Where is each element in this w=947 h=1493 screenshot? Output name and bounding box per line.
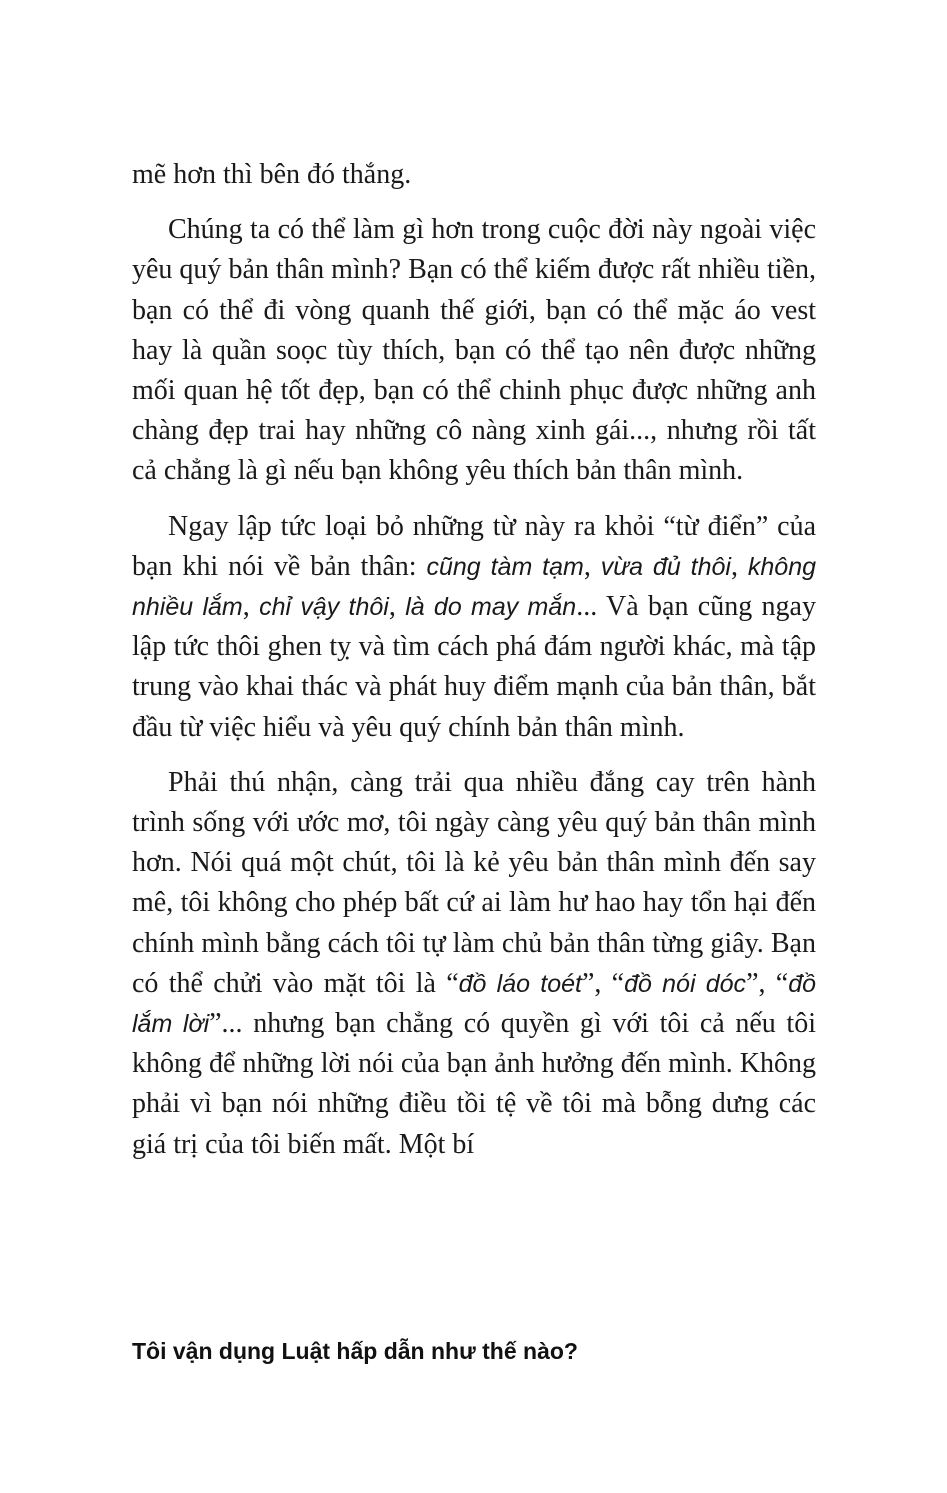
page-body [132,155,816,1180]
italic-phrase: đồ láo toét [458,969,582,998]
separator: ”, “ [581,967,625,999]
separator: , [242,591,260,623]
italic-phrase: chỉ vậy thôi [259,593,389,622]
italic-phrase: đồ nói dóc [624,969,747,998]
running-footer-title: Tôi vận dụng Luật hấp dẫn như thế nào? [132,1338,578,1364]
italic-phrase: đồ lắm lời [132,969,817,1039]
separator: , [730,550,748,582]
text-run: Ngay lập tức loại bỏ những từ này ra khỏi “từ điển” của bạn khi nói về bản thân: [132,510,816,582]
italic-phrase: là do may mắn [405,593,577,622]
italic-phrase: không nhiều lắm [132,552,817,622]
separator: , [583,550,601,582]
separator: , [388,591,406,623]
paragraph-1: mẽ hơn thì bên đó thắng. [132,159,412,190]
italic-phrase: vừa đủ thôi [600,552,731,581]
paragraph-2: Chúng ta có thể làm gì hơn trong cuộc đời này ngoài việc yêu quý bản thân mình? Bạn có thể kiếm được rất nhiều tiền, bạn có thể đi vòng quanh thế giới, bạn có thể mặc áo vest hay là quần soọc tùy thích, bạn có thể tạo nên được những mối quan hệ tốt đẹp, bạn có thể chinh phục được những anh chàng đẹp trai hay những cô nàng xinh gái..., nhưng rồi tất cả chẳng là gì nếu bạn không yêu thích bản thân mình. [132,214,816,487]
italic-phrase: cũng tàm tạm [426,552,584,581]
separator: ”, “ [746,967,789,999]
text-run: Phải thú nhận, càng trải qua nhiều đắng cay trên hành trình sống với ước mơ, tôi ngày càng yêu quý bản thân mình hơn. Nói quá một chút, tôi là kẻ yêu bản thân mình đến say mê, tôi không cho phép bất cứ ai làm hư hao hay tổn hại đến chính mình bằng cách tôi tự làm chủ bản thân từng giây. Bạn có thể chửi vào mặt tôi là “ [132,766,816,999]
text-run: ”... nhưng bạn chẳng có quyền gì với tôi cả nếu tôi không để những lời nói của bạn ảnh hưởng đến mình. Không phải vì bạn nói những điều tồi tệ về tôi mà bỗng dưng các giá trị của tôi biến mất. Một bí [132,1008,816,1160]
text-run: ... Và bạn cũng ngay lập tức thôi ghen tỵ và tìm cách phá đám người khác, mà tập trung vào khai thác và phát huy điểm mạnh của bản thân, bắt đầu từ việc hiểu và yêu quý chính bản thân mình. [132,591,816,743]
paragraph-3 [132,507,816,748]
paragraph-4 [132,763,816,1165]
